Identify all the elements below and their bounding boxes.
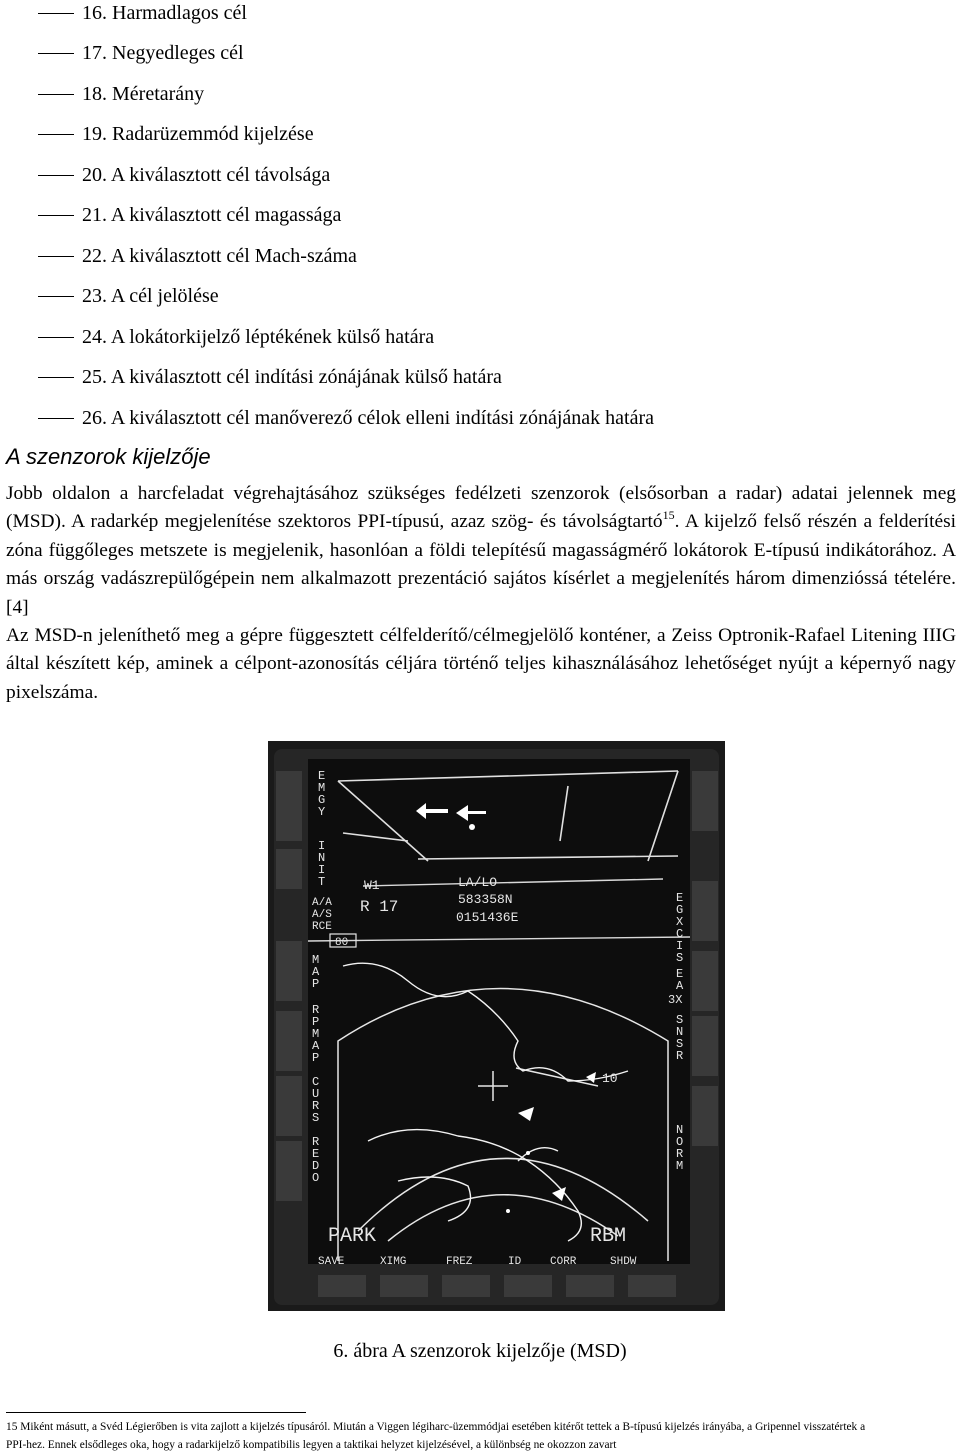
display-label: FREZ <box>446 1256 473 1268</box>
display-label: PARK <box>328 1225 377 1248</box>
list-item <box>38 363 502 393</box>
display-label: M <box>312 953 320 967</box>
display-label: LA/LO <box>458 875 498 890</box>
display-label: XIMG <box>380 1256 407 1268</box>
footnote-line: 15 Miként másutt, a Svéd Légierőben is vita zajlott a kijelzés típusáról. Miután a Viggen légiharc-üzemmódjai esetében kitérőt tettek a B-típusú kijelzés irányába, a Gripennel visszatértek a <box>6 1421 866 1433</box>
paragraph-1 <box>6 480 956 622</box>
list-item-text: 25. A kiválasztott cél indítási zónájának külső határa <box>82 366 502 388</box>
list-item <box>38 79 204 109</box>
display-label: 80 <box>335 937 349 949</box>
dash-mark <box>38 256 74 257</box>
display-label: R <box>676 1147 684 1161</box>
display-label: T <box>318 875 326 889</box>
display-label: E <box>318 769 326 783</box>
list-item-text: 18. Méretarány <box>82 82 205 105</box>
footnote <box>6 1418 956 1454</box>
display-label: SHDW <box>610 1256 637 1268</box>
display-label: S <box>312 1111 320 1125</box>
display-label: N <box>676 1025 684 1039</box>
dash-mark <box>38 377 74 378</box>
display-label: M <box>318 781 326 795</box>
display-label: W1 <box>364 878 380 893</box>
display-label: O <box>676 1135 684 1149</box>
display-label: R <box>312 1099 320 1113</box>
list-item <box>38 201 341 231</box>
display-label: C <box>312 1075 320 1089</box>
display-label: N <box>676 1123 684 1137</box>
list-item <box>38 39 244 69</box>
display-label: RCE <box>312 921 332 933</box>
paragraph-text: . A kijelző felső részén a felderítési zóna függőleges metszete is megjelenik, hasonlóan a földi telepítésű magasságmérő lokátorok E-típusú indikátorához. A más ország vadászrepülőgépein nem alkalmazott prezentáció sajátos kísérlet a megjelenítés három dimenzióssá tételére. [4] <box>6 511 956 618</box>
list-item <box>38 160 330 190</box>
dash-mark <box>38 175 74 176</box>
list-item <box>38 241 357 271</box>
display-label: ID <box>508 1256 522 1268</box>
display-label: G <box>318 793 326 807</box>
footnote-ref: 15 <box>662 508 675 523</box>
display-label: Y <box>318 805 326 819</box>
display-label: I <box>318 863 326 877</box>
display-label: P <box>312 1015 320 1029</box>
dash-mark <box>38 53 74 54</box>
display-label: A <box>312 965 320 979</box>
display-label: A/A <box>312 897 332 909</box>
display-label: P <box>312 1051 320 1065</box>
display-label: A <box>312 1039 320 1053</box>
display-label: P <box>312 977 320 991</box>
body-paragraph <box>6 480 956 707</box>
list-item-text: 26. A kiválasztott cél manőverező célok elleni indítási zónájának határa <box>82 406 655 429</box>
display-label: R <box>312 1135 320 1149</box>
display-label: R 17 <box>360 898 399 916</box>
list-item-text: 23. A cél jelölése <box>82 285 219 307</box>
display-label: E <box>676 967 684 981</box>
display-label: A/S <box>312 909 332 921</box>
display-label: R <box>676 1049 684 1063</box>
display-label: A <box>676 979 684 993</box>
list-item-text: 17. Negyedleges cél <box>82 42 244 64</box>
msd-photo <box>268 741 725 1311</box>
display-label: 10 <box>602 1071 618 1086</box>
display-label: E <box>676 891 684 905</box>
dash-mark <box>38 418 74 419</box>
dash-mark <box>38 337 74 338</box>
display-label: U <box>312 1087 320 1101</box>
list-item-text: 20. A kiválasztott cél távolsága <box>82 163 331 186</box>
display-label: M <box>312 1027 320 1041</box>
display-label: 3X <box>668 993 683 1007</box>
display-label: I <box>676 939 684 953</box>
display-label: C <box>676 927 684 941</box>
display-label: 0151436E <box>456 910 519 925</box>
display-label: I <box>318 839 326 853</box>
dash-mark <box>38 94 74 95</box>
display-label: E <box>312 1147 320 1161</box>
list-item <box>38 120 314 150</box>
list-item-text: 21. A kiválasztott cél magassága <box>82 204 342 226</box>
display-label: M <box>676 1159 684 1173</box>
paragraph-text: Jobb oldalon a harcfeladat végrehajtásához szükséges fedélzeti szenzorok (elsősorban a radar) adatai jelennek meg (MSD). A radarkép megjelenítése szektoros PPI-típusú, azaz szög- és távolságtartó <box>6 483 956 533</box>
section-heading: A szenzorok kijelzője <box>6 444 211 469</box>
list-item <box>38 403 654 433</box>
figure-caption: 6. ábra A szenzorok kijelzője (MSD) <box>333 1340 627 1362</box>
footnote-line: PPI-hez. Ennek elsődleges oka, hogy a radarkijelző kompatibilis legyen a taktikai helyzet kijelzésével, a különbség ne okozzon zavart <box>6 1439 617 1451</box>
display-label: G <box>676 903 684 917</box>
list-item <box>38 322 434 352</box>
display-label: SAVE <box>318 1256 345 1268</box>
display-label: X <box>676 915 684 929</box>
list-item-text: 19. Radarüzemmód kijelzése <box>82 123 314 145</box>
dash-mark <box>38 13 74 14</box>
display-label: O <box>312 1171 320 1185</box>
display-label: S <box>676 1013 684 1027</box>
list-item <box>38 282 219 312</box>
display-label: R <box>312 1003 320 1017</box>
footnote-divider <box>6 1412 306 1413</box>
display-label: N <box>318 851 326 865</box>
dash-mark <box>38 296 74 297</box>
display-label: CORR <box>550 1256 577 1268</box>
display-label: D <box>312 1159 320 1173</box>
dash-mark <box>38 215 74 216</box>
list-item-text: 16. Harmadlagos cél <box>82 1 247 24</box>
display-label: S <box>676 1037 684 1051</box>
list-item <box>38 0 247 28</box>
display-label: RBM <box>590 1225 627 1248</box>
list-item-text: 22. A kiválasztott cél Mach-száma <box>82 244 357 267</box>
display-label: 583358N <box>458 892 513 907</box>
list-item-text: 24. A lokátorkijelző léptékének külső határa <box>82 325 435 348</box>
dash-mark <box>38 134 74 135</box>
display-label: S <box>676 951 684 965</box>
paragraph-2: Az MSD-n jeleníthető meg a gépre függesztett célfelderítő/célmegjelölő konténer, a Zeiss Optronik-Rafael Litening IIIG által készített kép, aminek a célpont-azonosítás céljára történő teljes kihasználásához lehetőséget nyújt a képernyő nagy pixelszáma. <box>6 625 956 703</box>
